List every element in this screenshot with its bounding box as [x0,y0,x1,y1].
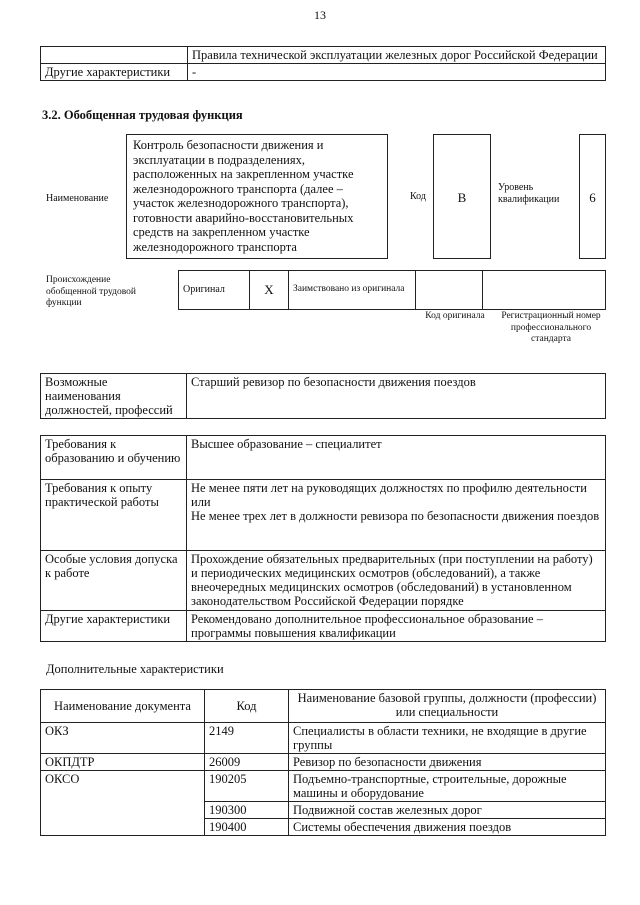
level-box [579,134,606,259]
function-name-value: Контроль безопасности движения и эксплуатации в подразделениях, расположенных на закрепленном участке железнодорожного транспорта (далее – участок железнодорожного транспорта), готовности аварийно-восстановительных средств на закрепленном участке железнодорожного транспорта [133,138,354,254]
section-heading: 3.2. Обобщенная трудовая функция [42,108,243,122]
origin-label: Происхождение обобщенной трудовой функции [46,275,136,308]
original-label: Оригинал [179,271,250,310]
top-table-row1-value: Правила технической эксплуатации железных дорог Российской Федерации [188,47,606,64]
row-code: 26009 [205,754,289,771]
table-row [41,754,606,771]
code-box [433,134,491,259]
row-name: Ревизор по безопасности движения [289,754,606,771]
positions-label: Возможные наименования должностей, профессий [41,374,187,419]
borrowed-label: Заимствовано из оригинала [289,271,416,310]
level-label: Уровень квалификации [498,182,560,205]
row-document: ОКЗ [41,723,205,754]
function-name-box [126,134,388,259]
additional-header-row [41,690,606,723]
code-caption: Код оригинала [425,311,485,321]
original-mark: X [250,271,289,310]
code-label: Код [410,191,426,202]
row-name: Системы обеспечения движения поездов [289,819,606,836]
original-code-cell [416,271,483,310]
positions-table [40,373,606,419]
row-code: 2149 [205,723,289,754]
top-table [40,46,606,81]
level-value: 6 [589,190,596,205]
requirement-label: Требования к образованию и обучению [41,436,187,480]
top-table-row2-label: Другие характеристики [41,64,188,81]
requirement-value: Не менее пяти лет на руководящих должностях по профилю деятельности или Не менее трех лет в должности ревизора по безопасности движения поездов [187,480,606,551]
registration-caption: Регистрационный номер профессионального стандарта [501,311,601,344]
code-value: B [457,190,467,205]
requirement-label: Требования к опыту практической работы [41,480,187,551]
top-table-row2-value: - [188,64,606,81]
row-name: Подвижной состав железных дорог [289,802,606,819]
row-code: 190400 [205,819,289,836]
function-name-label: Наименование [46,193,109,204]
row-name: Специалисты в области техники, не входящие в другие группы [289,723,606,754]
header-document: Наименование документа [41,690,205,723]
row-document: ОКСО [41,771,205,836]
requirement-label: Особые условия допуска к работе [41,551,187,611]
requirement-value: Высшее образование – специалитет [187,436,606,480]
table-row [41,771,606,802]
requirement-value: Рекомендовано дополнительное профессиональное образование – программы повышения квалификации [187,611,606,642]
table-row [41,723,606,754]
header-name: Наименование базовой группы, должности (профессии) или специальности [289,690,606,723]
registration-number-cell [483,271,606,310]
row-name: Подъемно-транспортные, строительные, дорожные машины и оборудование [289,771,606,802]
positions-value: Старший ревизор по безопасности движения поездов [187,374,606,419]
requirement-label: Другие характеристики [41,611,187,642]
origin-table [178,270,606,310]
additional-title: Дополнительные характеристики [46,662,224,676]
additional-table [40,689,606,836]
page-number: 13 [314,8,326,22]
requirement-value: Прохождение обязательных предварительных (при поступлении на работу) и периодических медицинских осмотров (обследований), а также внеочередных медицинских осмотров (обследований) в установленном законодательством Российской Федерации порядке [187,551,606,611]
row-code: 190205 [205,771,289,802]
row-document: ОКПДТР [41,754,205,771]
row-code: 190300 [205,802,289,819]
header-code: Код [205,690,289,723]
requirements-table [40,435,606,642]
